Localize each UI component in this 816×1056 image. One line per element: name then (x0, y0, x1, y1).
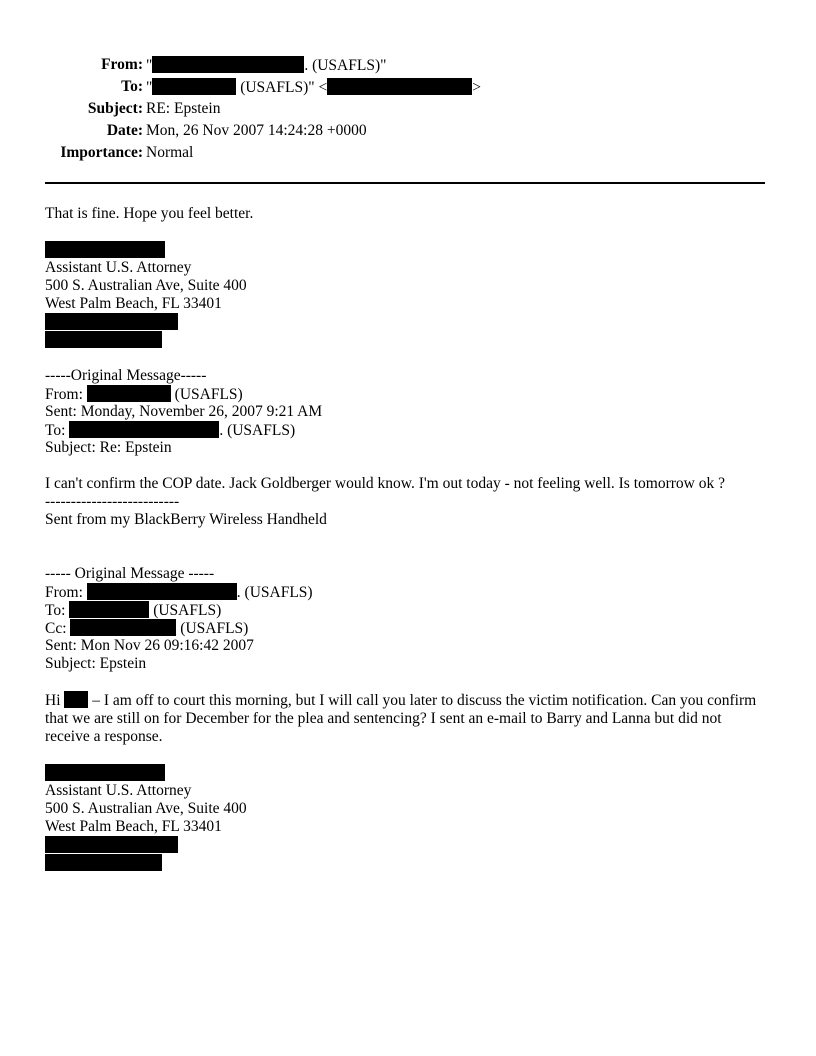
signature-address-line2: West Palm Beach, FL 33401 (45, 818, 222, 835)
importance-value: Normal (146, 144, 194, 161)
quote2-cc-suffix: (USAFLS) (176, 620, 249, 637)
quote2-from (45, 583, 767, 601)
header-subject-row (0, 98, 816, 120)
date-label: Date: (106, 122, 143, 139)
from-label: From: (101, 56, 143, 73)
header-to-row (0, 76, 816, 98)
redaction-bar (45, 331, 162, 348)
quote1-subject: Subject: Re: Epstein (45, 439, 172, 456)
quote1-sent: Sent: Monday, November 26, 2007 9:21 AM (45, 403, 323, 420)
quote2-subject: Subject: Epstein (45, 655, 147, 672)
header-from-row (0, 54, 816, 76)
to-quote: " (146, 78, 153, 96)
quote2-to-label: To: (45, 602, 70, 619)
to-suffix: > (472, 78, 481, 96)
quote1-dashes: -------------------------- (45, 493, 180, 510)
subject-value: RE: Epstein (146, 100, 221, 117)
original-message-separator: ----- Original Message ----- (45, 565, 215, 582)
from-quote: " (146, 56, 153, 74)
signature-address-line1: 500 S. Australian Ave, Suite 400 (45, 800, 247, 817)
reply-text: That is fine. Hope you feel better. (45, 205, 254, 222)
quote1-to-label: To: (45, 422, 70, 439)
redaction-bar (69, 601, 149, 618)
header-divider (45, 182, 765, 184)
subject-label: Subject: (87, 100, 143, 117)
quote1-footer: Sent from my BlackBerry Wireless Handheld (45, 511, 327, 528)
redaction-bar (327, 78, 472, 95)
redaction-bar (45, 836, 178, 853)
signature-name-redacted (45, 764, 767, 782)
quote2-body-rest: – I am off to court this morning, but I will call you later to discuss the victim notification. Can you confirm that we are still on for December for the plea and sentencing? I sent an e-mail to Barry and Lanna but did not receive a response. (45, 692, 757, 745)
redaction-bar (87, 385, 171, 402)
quote2-body-prefix: Hi (45, 692, 65, 709)
redaction-bar (152, 78, 236, 95)
to-value (146, 78, 481, 97)
redaction-bar (87, 583, 237, 600)
signature-phone-redacted (45, 313, 767, 331)
quote1-from-label: From: (45, 386, 87, 403)
redaction-bar (45, 241, 165, 258)
importance-label: Importance: (60, 144, 143, 161)
header-date-row (0, 120, 816, 142)
quote2-from-suffix: . (USAFLS) (236, 584, 313, 601)
quote2-from-label: From: (45, 584, 87, 601)
quote2-cc (45, 619, 767, 637)
email-body (45, 205, 767, 872)
signature-address-line2: West Palm Beach, FL 33401 (45, 295, 222, 312)
original-message-separator: -----Original Message----- (45, 367, 207, 384)
signature-address-line1: 500 S. Australian Ave, Suite 400 (45, 277, 247, 294)
quote1-body: I can't confirm the COP date. Jack Goldberger would know. I'm out today - not feeling well. Is tomorrow ok ? (45, 475, 725, 492)
to-label: To: (121, 78, 143, 95)
redaction-bar (45, 313, 178, 330)
redaction-bar (69, 421, 219, 438)
signature-phone-redacted (45, 836, 767, 854)
quote2-cc-label: Cc: (45, 620, 71, 637)
quote2-to (45, 601, 767, 619)
quote1-from (45, 385, 767, 403)
date-value: Mon, 26 Nov 2007 14:24:28 +0000 (146, 122, 367, 139)
signature-fax-redacted (45, 854, 767, 872)
to-mid: (USAFLS)" < (236, 78, 328, 96)
header-importance-row (0, 142, 816, 164)
redaction-bar (45, 854, 162, 871)
signature-title: Assistant U.S. Attorney (45, 782, 192, 799)
redaction-bar (45, 764, 165, 781)
redaction-bar (152, 56, 304, 73)
signature-fax-redacted (45, 331, 767, 349)
quote1-from-suffix: (USAFLS) (170, 386, 243, 403)
email-header (0, 54, 816, 164)
quote2-body (45, 691, 767, 746)
redaction-bar (70, 619, 176, 636)
from-suffix: . (USAFLS)" (304, 56, 387, 74)
quote1-to-suffix: . (USAFLS) (219, 422, 296, 439)
quote2-to-suffix: (USAFLS) (149, 602, 222, 619)
from-value (146, 56, 386, 75)
quote1-to (45, 421, 767, 439)
signature-title: Assistant U.S. Attorney (45, 259, 192, 276)
redaction-bar (64, 691, 88, 708)
quote2-sent: Sent: Mon Nov 26 09:16:42 2007 (45, 637, 254, 654)
signature-name-redacted (45, 241, 767, 259)
